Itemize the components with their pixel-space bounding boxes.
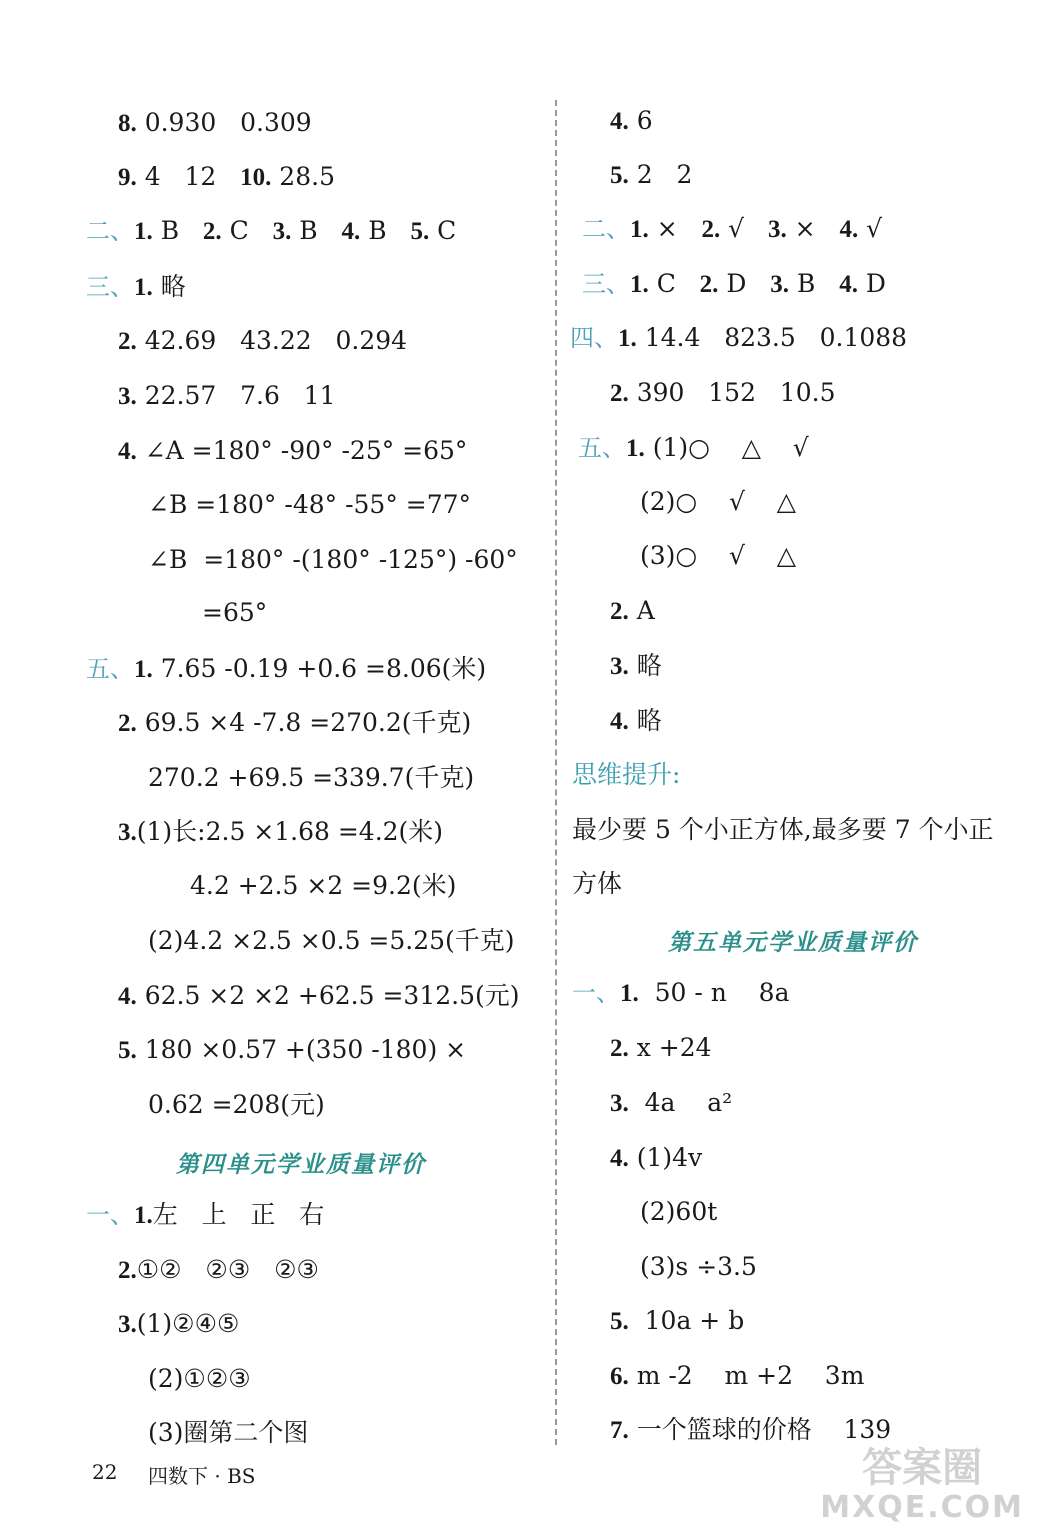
site-watermark <box>820 1445 1024 1528</box>
answer-line: (2)60t <box>640 1197 718 1226</box>
answer-line: 三、1. C 2. D 3. B 4. D <box>582 269 886 298</box>
answer-line: 6. m -2 m +2 3m <box>610 1361 865 1390</box>
answer-line: ∠B =180° -48° -55° =77° <box>148 490 472 519</box>
answer-line: ∠B =180° -(180° -125°) -60° <box>148 545 518 574</box>
answer-line: 四、1. 14.4 823.5 0.1088 <box>570 323 908 352</box>
answer-line: 五、1. (1)○ △ √ <box>578 433 809 462</box>
answer-line: 三、1. 略 <box>86 272 186 301</box>
answer-line: 9. 4 12 10. 28.5 <box>118 162 335 191</box>
answer-line: 一、1.左 上 正 右 <box>86 1200 325 1229</box>
answer-line: 0.62 =208(元) <box>148 1090 325 1119</box>
answer-line: 一、1. 50 - n 8a <box>572 978 790 1007</box>
answer-line: 五、1. 7.65 -0.19 +0.6 =8.06(米) <box>86 654 487 683</box>
answer-line: 3. 22.57 7.6 11 <box>118 381 336 410</box>
answer-line: 8. 0.930 0.309 <box>118 108 312 137</box>
answer-line: (3)○ √ △ <box>640 541 796 570</box>
page-number: 22 <box>92 1460 118 1484</box>
answer-line: 4. 62.5 ×2 ×2 +62.5 =312.5(元) <box>118 981 520 1010</box>
answer-line: 4. 略 <box>610 706 662 735</box>
answer-line: 最少要 5 个小正方体,最多要 7 个小正 <box>572 815 994 844</box>
answer-line: 4. 6 <box>610 106 653 135</box>
answer-line: 2. x +24 <box>610 1033 712 1062</box>
answer-line: =65° <box>202 598 268 627</box>
answer-line: 二、1. × 2. √ 3. × 4. √ <box>582 214 883 243</box>
answer-line: 5. 180 ×0.57 +(350 -180) × <box>118 1035 467 1064</box>
answer-line: 3. 略 <box>610 651 662 680</box>
thinking-improvement-label: 思维提升: <box>572 760 681 789</box>
answer-line: (3)圈第二个图 <box>148 1418 309 1447</box>
answer-line: 3.(1)长:2.5 ×1.68 =4.2(米) <box>118 817 444 846</box>
column-divider <box>555 100 557 1445</box>
answer-line: (2)4.2 ×2.5 ×0.5 =5.25(千克) <box>148 926 515 955</box>
answer-line: 4. ∠A =180° -90° -25° =65° <box>118 436 468 465</box>
answer-line: 270.2 +69.5 =339.7(千克) <box>148 763 475 792</box>
answer-line: (2)○ √ △ <box>640 487 796 516</box>
book-label: 四数下 · BS <box>148 1464 256 1488</box>
answer-line: 4. (1)4v <box>610 1143 703 1172</box>
answer-line: 2. A <box>610 596 655 625</box>
answer-line: 5. 10a + b <box>610 1306 745 1335</box>
answer-line: 2. 42.69 43.22 0.294 <box>118 326 408 355</box>
answer-line: 3. 4a a² <box>610 1088 733 1117</box>
section-heading-unit-4: 第四单元学业质量评价 <box>176 1151 426 1178</box>
answer-line: (3)s ÷3.5 <box>640 1252 757 1281</box>
answer-line: 7. 一个篮球的价格 139 <box>610 1415 892 1444</box>
answer-line: 2. 69.5 ×4 -7.8 =270.2(千克) <box>118 708 472 737</box>
answer-line: 3.(1)②④⑤ <box>118 1309 240 1338</box>
answer-line: 方体 <box>572 869 623 898</box>
section-heading-unit-5: 第五单元学业质量评价 <box>668 929 918 956</box>
answer-line: 2. 390 152 10.5 <box>610 378 836 407</box>
answer-line: 2.①② ②③ ②③ <box>118 1255 319 1284</box>
answer-line: (2)①②③ <box>148 1364 251 1393</box>
answer-line: 二、1. B 2. C 3. B 4. B 5. C <box>86 216 457 245</box>
answer-line: 5. 2 2 <box>610 160 693 189</box>
watermark-logo-text: 答案圈 <box>862 1445 983 1491</box>
watermark-url-text: MXQE.COM <box>820 1490 1024 1525</box>
answer-line: 4.2 +2.5 ×2 =9.2(米) <box>190 871 457 900</box>
